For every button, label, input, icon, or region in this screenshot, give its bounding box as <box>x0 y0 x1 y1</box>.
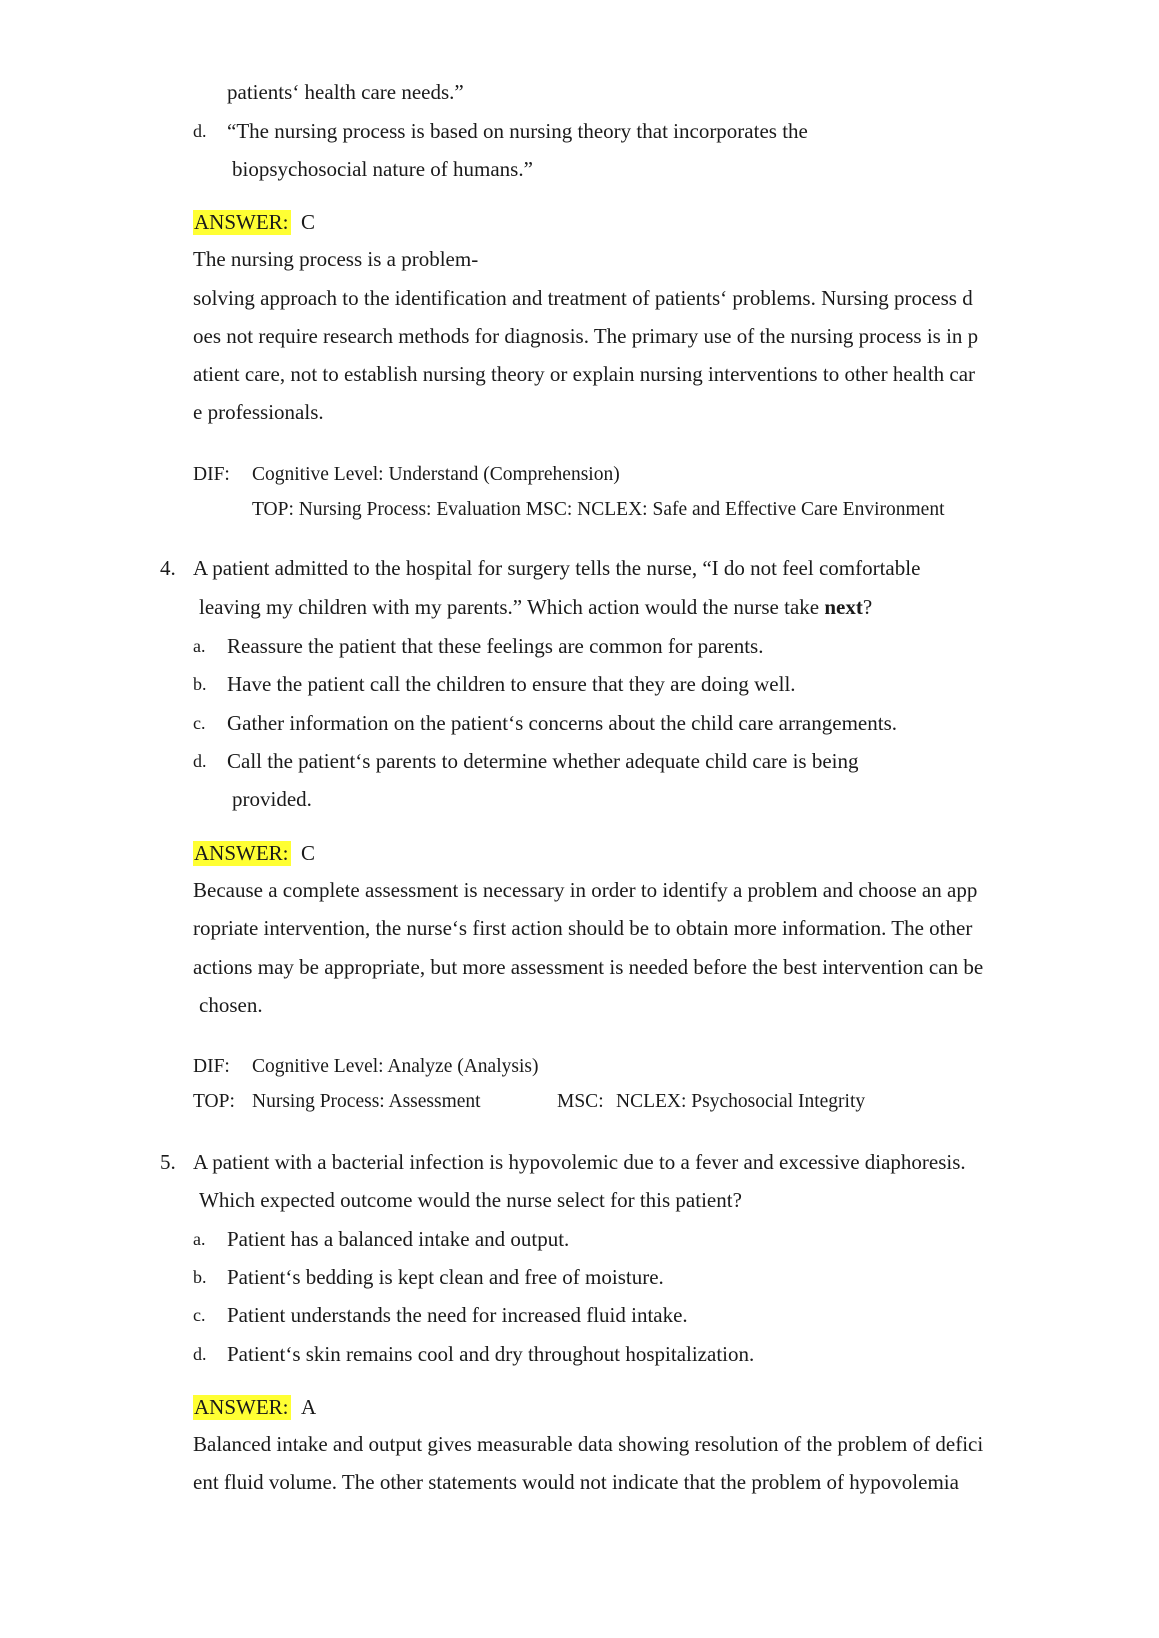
q4-msc-label: MSC: <box>557 1091 604 1112</box>
q5-stem-continuation: Which expected outcome would the nurse select for this patient? <box>199 1188 742 1212</box>
q4-option-a-text: Reassure the patient that these feelings are common for parents. <box>227 634 764 658</box>
q4-top-label: TOP: <box>193 1091 235 1112</box>
q4-rationale-line: chosen. <box>199 993 263 1017</box>
q4-option-a-letter: a. <box>193 636 206 656</box>
q4-option-c-text: Gather information on the patient‘s concerns about the child care arrangements. <box>227 711 897 735</box>
q5-option-c-letter: c. <box>193 1305 206 1325</box>
q5-rationale-line: Balanced intake and output gives measurable data showing resolution of the problem of defici <box>193 1432 984 1456</box>
q5-rationale-line: ent fluid volume. The other statements would not indicate that the problem of hypovolemia <box>193 1470 959 1494</box>
q3-option-d-letter: d. <box>193 121 207 141</box>
q4-option-c-letter: c. <box>193 713 206 733</box>
q3-option-d-text-continuation: biopsychosocial nature of humans.” <box>232 157 533 181</box>
q3-rationale-line: oes not require research methods for diagnosis. The primary use of the nursing process is in p <box>193 324 979 348</box>
q4-dif-value: Cognitive Level: Analyze (Analysis) <box>252 1056 539 1077</box>
q4-top-value: Nursing Process: Assessment <box>252 1091 481 1112</box>
q4-dif-label: DIF: <box>193 1056 230 1077</box>
q4-option-d-letter: d. <box>193 751 207 771</box>
q3-option-c-continuation: patients‘ health care needs.” <box>227 80 464 104</box>
q4-number: 4. <box>160 556 176 580</box>
q4-msc-value: NCLEX: Psychosocial Integrity <box>616 1091 866 1112</box>
emphasis-next: next <box>824 595 863 619</box>
q4-rationale-line: Because a complete assessment is necessary in order to identify a problem and choose an app <box>193 878 978 902</box>
q3-answer <box>193 212 315 233</box>
q4-rationale-line: actions may be appropriate, but more assessment is needed before the best intervention can be <box>193 955 984 979</box>
q5-option-b-letter: b. <box>193 1267 207 1287</box>
q4-option-b-letter: b. <box>193 674 207 694</box>
answer-value: A <box>301 1395 317 1419</box>
q4-stem-continuation: leaving my children with my parents.” Which action would the nurse take next? <box>199 595 873 619</box>
q3-rationale-line: The nursing process is a problem- <box>193 247 479 271</box>
q5-number: 5. <box>160 1150 176 1174</box>
answer-value: C <box>301 210 316 234</box>
q5-option-b-text: Patient‘s bedding is kept clean and free of moisture. <box>227 1265 664 1289</box>
q4-option-d-text-continuation: provided. <box>232 787 312 811</box>
q3-option-d-text: “The nursing process is based on nursing theory that incorporates the <box>227 119 808 143</box>
q5-option-d-letter: d. <box>193 1344 207 1364</box>
q3-dif-value: Cognitive Level: Understand (Comprehension) <box>252 464 620 485</box>
q4-answer <box>193 843 315 864</box>
q3-rationale-line: solving approach to the identification and treatment of patients‘ problems. Nursing process d <box>193 286 973 310</box>
q5-option-a-letter: a. <box>193 1229 206 1249</box>
answer-value: C <box>301 841 316 865</box>
answer-label: ANSWER: <box>194 841 289 865</box>
q5-option-a-text: Patient has a balanced intake and output. <box>227 1227 570 1251</box>
q5-option-c-text: Patient understands the need for increased fluid intake. <box>227 1303 688 1327</box>
q4-rationale-line: ropriate intervention, the nurse‘s first action should be to obtain more information. The other <box>193 916 973 940</box>
answer-label: ANSWER: <box>194 1395 289 1419</box>
q4-option-d-text: Call the patient‘s parents to determine whether adequate child care is being <box>227 749 859 773</box>
q3-top-msc: TOP: Nursing Process: Evaluation MSC: NCLEX: Safe and Effective Care Environment <box>252 499 945 520</box>
q4-option-b-text: Have the patient call the children to ensure that they are doing well. <box>227 672 796 696</box>
q3-rationale-line: e professionals. <box>193 400 324 424</box>
q3-dif-label: DIF: <box>193 464 230 485</box>
q5-option-d-text: Patient‘s skin remains cool and dry throughout hospitalization. <box>227 1342 755 1366</box>
q5-answer <box>193 1397 316 1418</box>
q5-stem: A patient with a bacterial infection is hypovolemic due to a fever and excessive diaphoresis. <box>193 1150 966 1174</box>
q4-stem: A patient admitted to the hospital for surgery tells the nurse, “I do not feel comfortable <box>193 556 921 580</box>
answer-label: ANSWER: <box>194 210 289 234</box>
q3-rationale-line: atient care, not to establish nursing theory or explain nursing interventions to other health car <box>193 362 976 386</box>
